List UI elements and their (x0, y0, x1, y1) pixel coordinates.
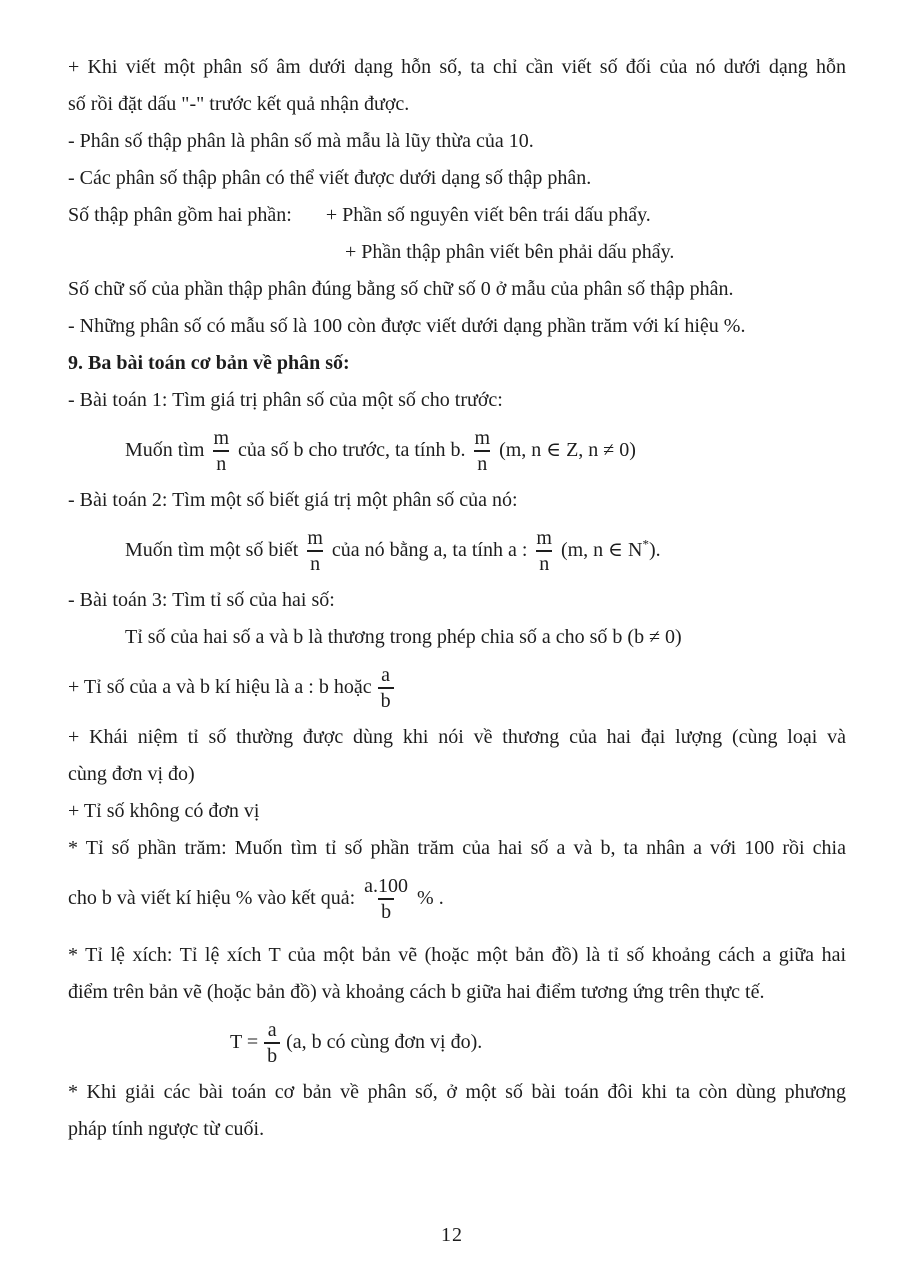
fraction-denominator: b (264, 1042, 280, 1068)
text-run: * Tỉ số phần trăm: Muốn tìm tỉ số phần trăm của hai số a và b, ta nhân a với 100 rồi chia (68, 837, 846, 859)
page-number: 12 (441, 1224, 463, 1246)
text-run: * Tỉ lệ xích: Tỉ lệ xích T của một bản vẽ (hoặc một bản đồ) là tỉ số khoảng cách a giữa hai (68, 944, 846, 966)
doc-line (68, 419, 846, 482)
doc-line (68, 123, 846, 160)
fraction (533, 526, 555, 576)
fraction-numerator: m (213, 427, 230, 450)
text-run: - Bài toán 2: Tìm một số biết giá trị một phân số của nó: (68, 489, 518, 511)
fraction-numerator: a (267, 1019, 277, 1042)
text-run: * Khi giải các bài toán cơ bản về phân số, ở một số bài toán đôi khi ta còn dùng phương (68, 1081, 846, 1103)
text-run: + Phần thập phân viết bên phải dấu phẩy. (345, 241, 675, 263)
doc-line (68, 382, 846, 419)
doc-line (68, 1111, 846, 1148)
doc-line (68, 86, 846, 123)
fraction (472, 426, 494, 476)
fraction (210, 426, 232, 476)
doc-line (68, 482, 846, 519)
text-run: T = (230, 1031, 259, 1053)
doc-line (68, 160, 846, 197)
text-run: - Bài toán 3: Tìm tỉ số của hai số: (68, 589, 335, 611)
text-run: - Phân số thập phân là phân số mà mẫu là lũy thừa của 10. (68, 130, 534, 152)
doc-line (68, 756, 846, 793)
fraction (361, 874, 411, 924)
text-run: Số chữ số của phần thập phân đúng bằng số chữ số 0 ở mẫu của phân số thập phân. (68, 278, 734, 300)
text-run: Số thập phân gồm hai phần: (68, 204, 292, 226)
doc-line (68, 271, 846, 308)
fraction (264, 1018, 280, 1068)
doc-line (68, 582, 846, 619)
text-run: Muốn tìm một số biết (125, 539, 299, 561)
doc-line (68, 1011, 846, 1074)
text-run: (a, b có cùng đơn vị đo). (286, 1031, 483, 1053)
text-run: (m, n ∈ N (560, 539, 643, 561)
fraction-numerator: m (474, 427, 491, 450)
fraction-numerator: m (536, 527, 552, 550)
doc-line (68, 234, 846, 271)
doc-line (68, 1074, 846, 1111)
text-run: ). (648, 539, 661, 561)
text-run: + Phần số nguyên viết bên trái dấu phẩy. (325, 204, 651, 226)
text-run: pháp tính ngược từ cuối. (68, 1118, 265, 1140)
text-run: - Các phân số thập phân có thể viết được dưới dạng số thập phân. (68, 167, 592, 189)
doc-line (68, 308, 846, 345)
doc-line (68, 867, 846, 930)
text-run: % . (417, 887, 444, 909)
text-run: - Bài toán 1: Tìm giá trị phân số của một số cho trước: (68, 389, 503, 411)
fraction-denominator: n (474, 450, 490, 476)
superscript: * (642, 536, 649, 552)
doc-line (68, 345, 846, 382)
doc-line (68, 830, 846, 867)
fraction-denominator: b (378, 687, 394, 713)
fraction-denominator: n (536, 550, 552, 576)
text-run: 9. Ba bài toán cơ bản về phân số: (68, 352, 350, 374)
fraction-denominator: n (213, 450, 229, 476)
text-run: (m, n ∈ Z, n ≠ 0) (499, 439, 636, 461)
doc-content (68, 49, 846, 1148)
fraction-numerator: a.100 (364, 875, 409, 898)
fraction-numerator: m (307, 527, 323, 550)
text-run: của số b cho trước, ta tính b. (238, 439, 466, 461)
text-run: Tỉ số của hai số a và b là thương trong phép chia số a cho số b (b ≠ 0) (125, 626, 682, 648)
doc-line (68, 656, 846, 719)
text-run: cho b và viết kí hiệu % vào kết quả: (68, 887, 356, 909)
doc-line (68, 719, 846, 756)
text-run: Muốn tìm (125, 439, 205, 461)
text-run: + Khi viết một phân số âm dưới dạng hỗn số, ta chỉ cần viết số đối của nó dưới dạng hỗn (68, 56, 846, 78)
fraction-denominator: n (307, 550, 323, 576)
doc-line (68, 974, 846, 1011)
fraction (378, 663, 394, 713)
text-run: của nó bằng a, ta tính a : (331, 539, 528, 561)
doc-line (68, 519, 846, 582)
text-run: - Những phân số có mẫu số là 100 còn được viết dưới dạng phần trăm với kí hiệu %. (68, 315, 746, 337)
text-run: cùng đơn vị đo) (68, 763, 195, 785)
text-run: điểm trên bản vẽ (hoặc bản đồ) và khoảng cách b giữa hai điểm tương ứng trên thực tế. (68, 981, 765, 1003)
fraction (304, 526, 326, 576)
doc-line (68, 619, 846, 656)
fraction-numerator: a (381, 664, 391, 687)
doc-line (68, 793, 846, 830)
doc-line (68, 49, 846, 86)
fraction-denominator: b (378, 898, 394, 924)
text-run: số rồi đặt dấu "-" trước kết quả nhận được. (68, 93, 410, 115)
text-run: + Tỉ số không có đơn vị (68, 800, 260, 822)
doc-line (68, 197, 846, 234)
text-run: + Khái niệm tỉ số thường được dùng khi nói về thương của hai đại lượng (cùng loại và (68, 726, 846, 748)
doc-line (68, 937, 846, 974)
text-run: + Tỉ số của a và b kí hiệu là a : b hoặc (68, 676, 372, 698)
